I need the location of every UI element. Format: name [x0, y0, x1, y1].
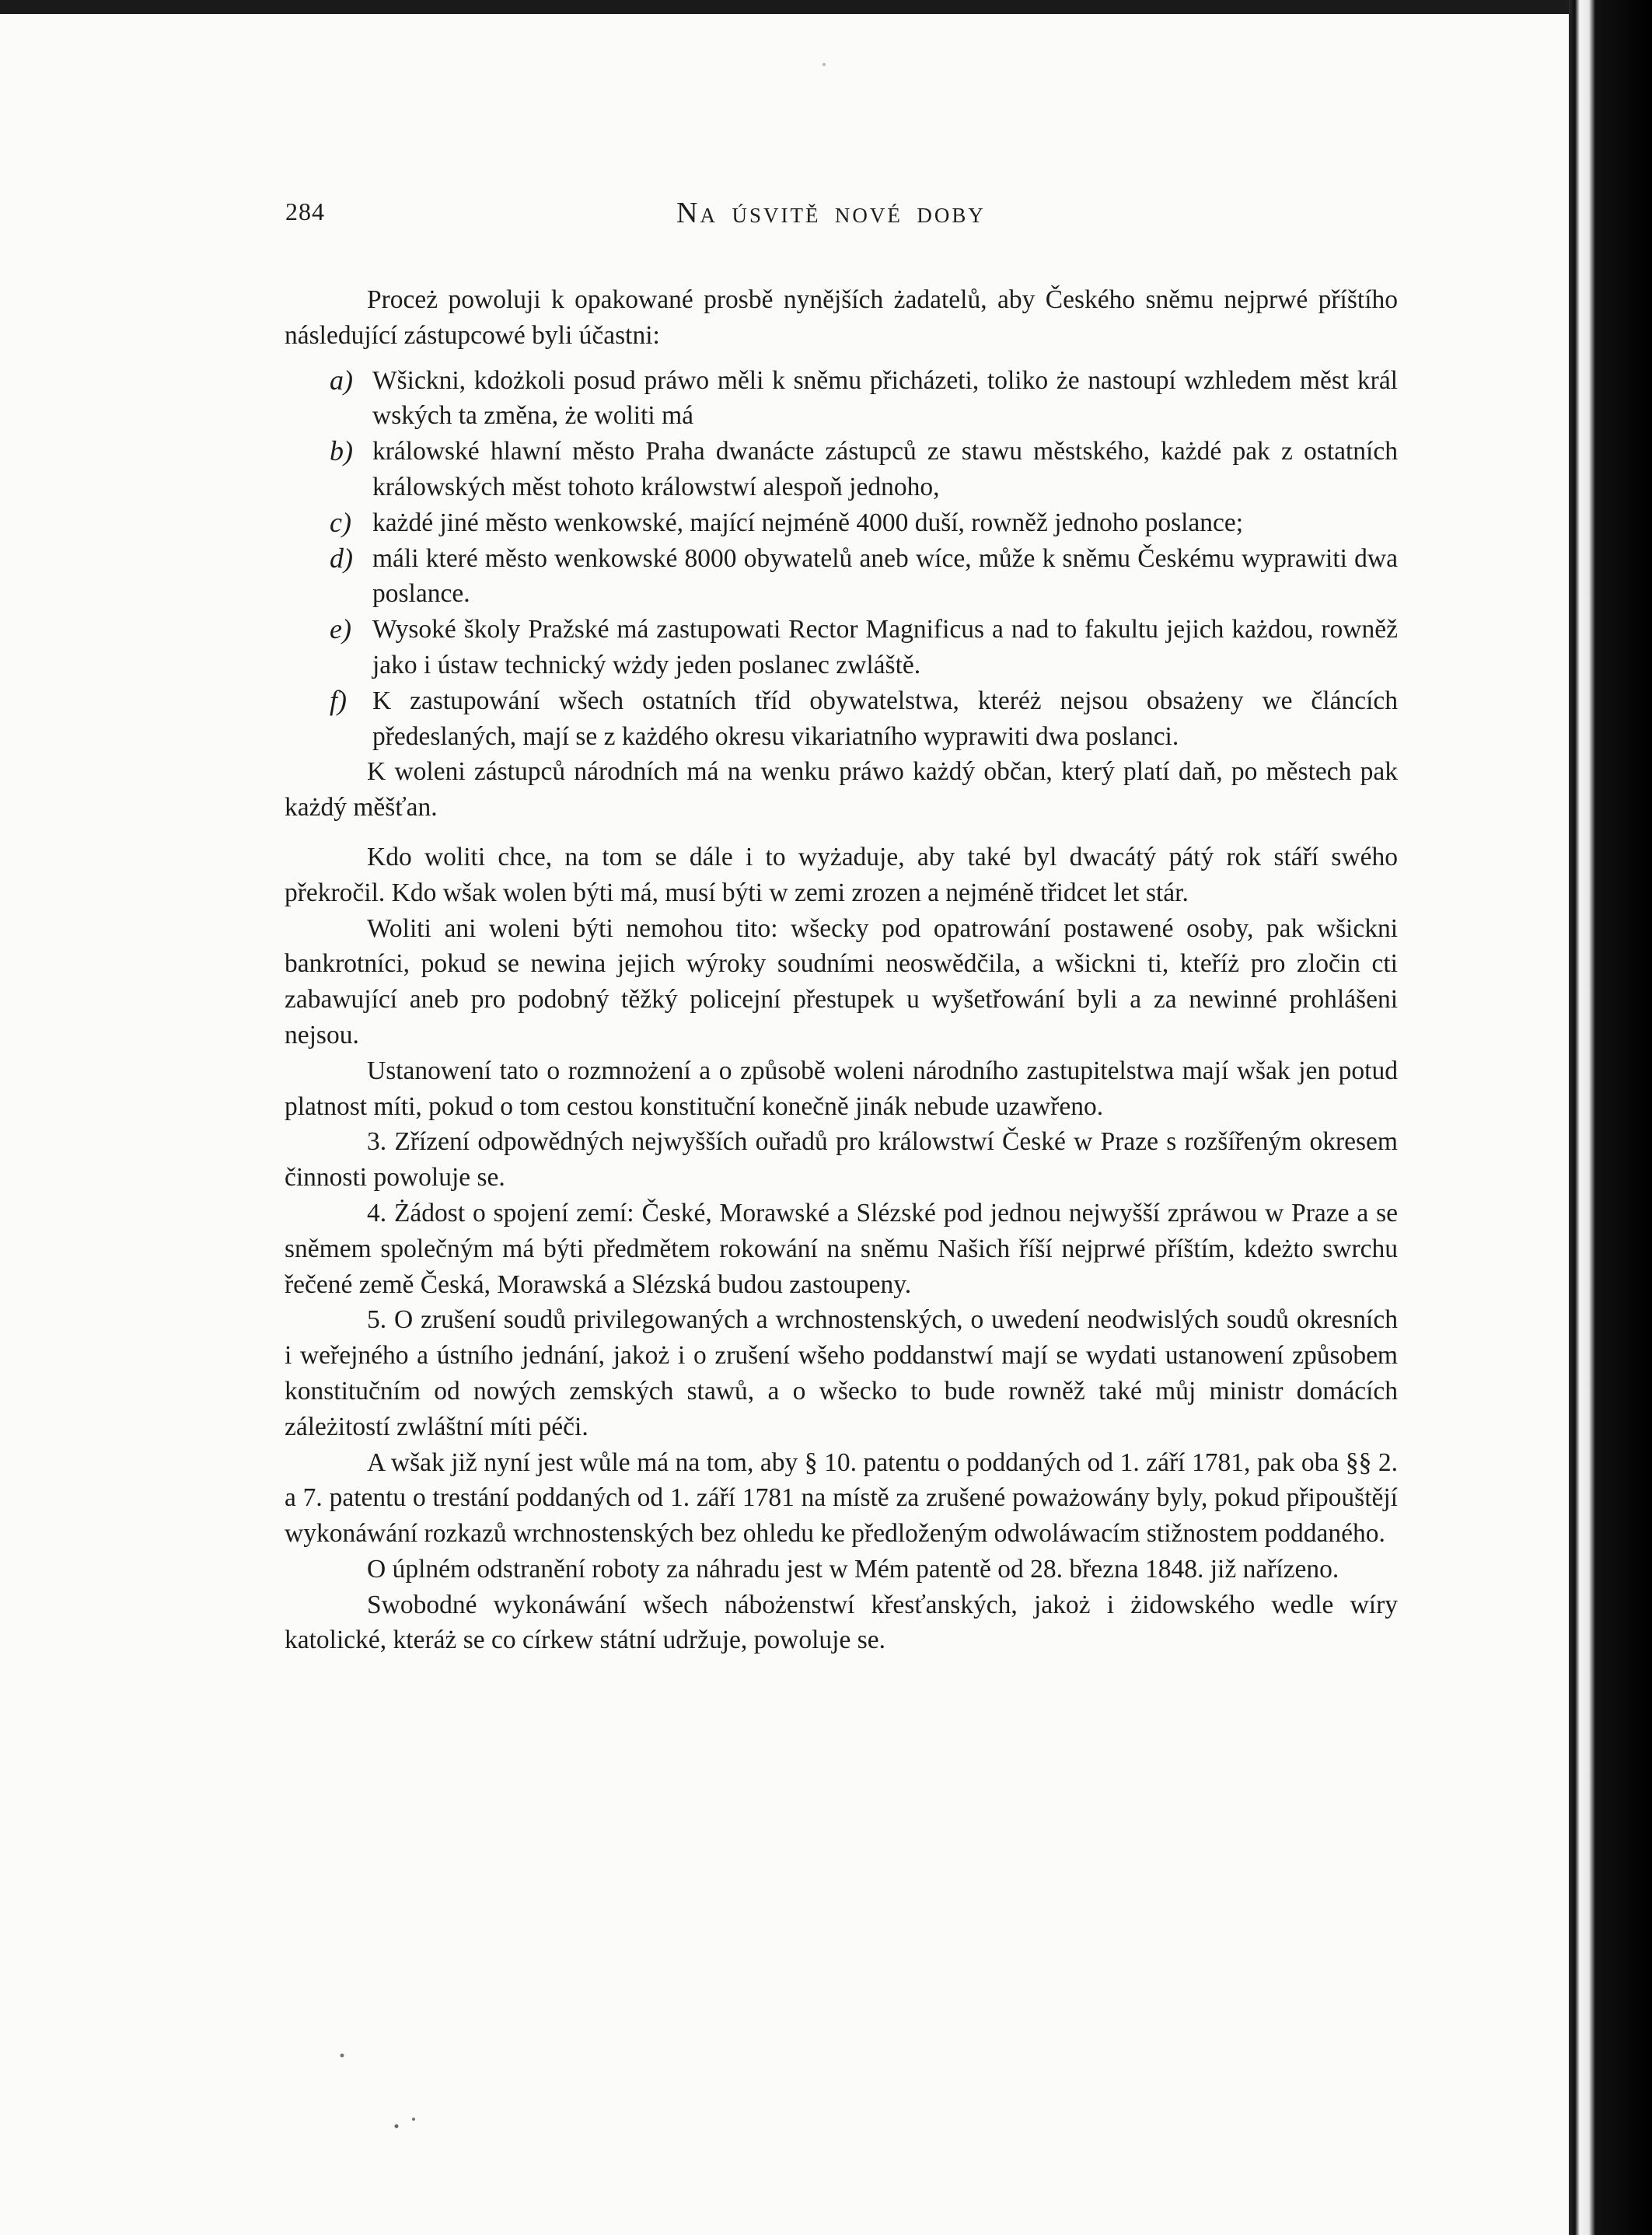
item-marker: d): [330, 542, 353, 574]
item-marker: e): [330, 613, 351, 645]
speck: [395, 2125, 399, 2128]
body-paragraph: Kdo woliti chce, na tom se dále i to wyżaduje, aby také byl dwacátý pátý rok stáří swého překročil. Kdo wšak wolen býti má, musí býti w zemi zrozen a nejméně třidcet let stár.: [285, 842, 1398, 907]
book-spine-edge: [1569, 0, 1652, 2235]
item-marker: b): [330, 435, 353, 467]
list-item-c: [285, 505, 1398, 541]
page-body: [285, 282, 1398, 1658]
page-header: [0, 197, 1569, 229]
item-marker: c): [330, 506, 351, 538]
page-number: 284: [285, 197, 325, 225]
intro-paragraph: Proceż powoluji k opakowané prosbě nynějších żadatelů, aby Českého sněmu nejprwé příštího následující zástupcowé byli účastni:: [285, 285, 1398, 350]
item-marker: f): [330, 684, 347, 716]
list-item-b: [285, 434, 1398, 505]
list-item-f: [285, 683, 1398, 755]
speck: [341, 2054, 344, 2058]
list-item-a: [285, 363, 1398, 435]
body-paragraph: Woliti ani woleni býti nemohou tito: wšecky pod opatrowání postawené osoby, pak wšickni bankrotníci, pokud se newina jejich wýroky soudními neoswědčila, a wšickni ti, kteříż pro zločin cti zabawující aneb pro podobný těžký policejní přestupek u wyšetřowání byli a za newinné prohlášeni nejsou.: [285, 913, 1398, 1049]
list-item-e: [285, 612, 1398, 683]
body-paragraph: 3. Zřízení odpowědných nejwyšších ouřadů pro králowstwí České w Praze s rozšířeným okresem činnosti powoluje se.: [285, 1127, 1398, 1193]
item-marker: a): [330, 364, 353, 396]
body-paragraph: Swobodné wykonáwání wšech nábożenstwí křesťanských, jakoż i żidowského wedle wíry katolické, kteráż se co církew státní udržuje, powoluje se.: [285, 1590, 1398, 1655]
item-text: králowské hlawní město Praha dwanácte zástupců ze stawu městského, każdé pak z ostatních králowských měst tohoto králowstwí alespoň jednoho,: [372, 437, 1398, 501]
body-paragraph: Ustanowení tato o rozmnożení a o způsobě woleni národního zastupitelstwa mají wšak jen potud platnost míti, pokud o tom cestou konstituční konečně jinák nebude uzawřeno.: [285, 1056, 1398, 1121]
item-text: każdé jiné město wenkowské, mající nejméně 4000 duší, rowněž jednoho poslance;: [372, 508, 1244, 537]
item-text: Wysoké školy Pražské má zastupowati Rector Magnificus a nad to fakultu jejich każdou, rowněž jako i ústaw technický wżdy jeden poslanec zwláště.: [372, 615, 1398, 679]
speck: [412, 2118, 415, 2121]
scanned-page: [0, 14, 1569, 2235]
list-item-d: [285, 541, 1398, 613]
item-text: Wšickni, kdożkoli posud práwo měli k sněmu přicházeti, toliko że nastoupí wzhledem měst král wských ta změna, że woliti má: [372, 365, 1398, 431]
running-title: Na úsvitě nové doby: [676, 197, 986, 229]
body-paragraph: A wšak již nyní jest wůle má na tom, aby § 10. patentu o poddaných od 1. září 1781, pak oba §§ 2. a 7. patentu o trestání poddaných od 1. září 1781 na místě za zrušené poważowány byly, pokud připouštějí wykonáwání rozkazů wrchnostenských bez ohledu ke předloženým odwoláwacím stižnostem poddaného.: [285, 1448, 1398, 1549]
item-text: máli které město wenkowské 8000 obywatelů aneb wíce, může k sněmu Českému wyprawiti dwa poslance.: [372, 543, 1398, 609]
speck: [823, 63, 826, 66]
body-paragraph: K woleni zástupců národních má na wenku práwo każdý občan, který platí daň, po městech pak każdý měšťan.: [285, 757, 1398, 822]
body-paragraph: 4. Żádost o spojení zemí: České, Morawské a Slézské pod jednou nejwyšší zpráwou w Praze a se sněmem společným má býti předmětem rokowání na sněmu Našich říší nejprwé příštím, kdeżto swrchu řečené země Česká, Morawská a Slézská budou zastoupeny.: [285, 1198, 1398, 1299]
body-paragraph: O úplném odstranění roboty za náhradu jest w Mém patentě od 28. března 1848. již nařízeno.: [367, 1554, 1339, 1584]
body-paragraph: 5. O zrušení soudů privilegowaných a wrchnostenských, o uwedení neodwislých soudů okresních i weřejného a ústního jednání, jakoż i o zrušení wšeho poddanstwí mají se wydati ustanowení způsobem konstitučním od nowých zemských stawů, a o wšecko to bude rowněž také můj ministr domácích záleżitostí zwláštní míti péči.: [285, 1305, 1398, 1441]
item-text: K zastupowání wšech ostatních tříd obywatelstwa, kteréż nejsou obsażeny we článcích předeslaných, mají se z każdého okresu vikariatního wyprawiti dwa poslanci.: [372, 686, 1398, 751]
